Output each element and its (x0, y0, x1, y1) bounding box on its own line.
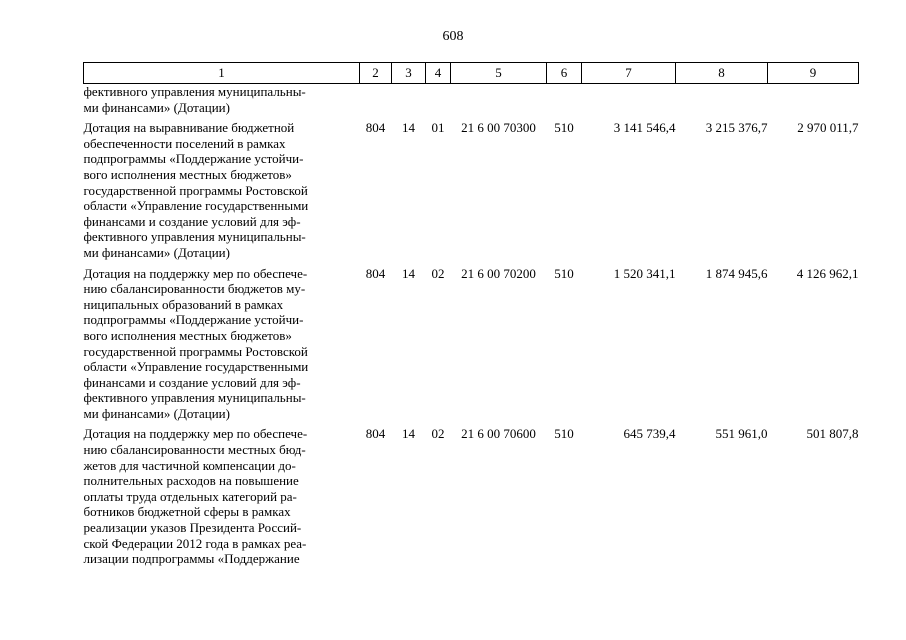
description-line: финансами и создание условий для эф- (83, 213, 301, 229)
header-row (84, 63, 859, 84)
row-description (84, 421, 360, 566)
cell-amount-col8: 1 874 945,6 (705, 265, 768, 281)
description-line: реализации указов Президента Россий- (83, 520, 302, 536)
column-header-7: 7 (582, 63, 676, 84)
description-line: лизации подпрограммы «Поддержание (83, 551, 300, 567)
column-header-2: 2 (360, 63, 392, 84)
cell-amount-col7: 3 141 546,4 (613, 120, 676, 136)
description-line: вого исполнения местных бюджетов» (83, 327, 292, 343)
description-line: подпрограммы «Поддержание устойчи- (83, 312, 304, 328)
table-row (84, 84, 859, 116)
cell-target-article (451, 84, 547, 116)
cell-expense-type (547, 84, 582, 116)
cell-amount-col9 (768, 84, 859, 116)
description-line: ми финансами» (Дотации) (83, 405, 230, 421)
description-line: фективного управления муниципальны- (83, 390, 306, 406)
description-line: нию сбалансированности бюджетов му- (83, 281, 306, 297)
cell-target-article: 21 6 00 70200 (461, 265, 536, 281)
cell-target-article: 21 6 00 70600 (461, 426, 536, 442)
row-description (84, 84, 360, 116)
cell-admin-code: 804 (365, 120, 386, 136)
cell-expense-type: 510 (554, 265, 574, 281)
description-line: фективного управления муниципальны- (83, 84, 306, 99)
description-line: ботников бюджетной сферы в рамках (83, 504, 291, 520)
description-line: Дотация на поддержку мер по обеспече- (83, 426, 308, 442)
row-description (84, 261, 360, 422)
row-description (84, 115, 360, 260)
cell-amount-col8 (676, 84, 768, 116)
description-line: оплаты труда отдельных категорий ра- (83, 488, 297, 504)
column-header-3: 3 (392, 63, 426, 84)
description-line: ми финансами» (Дотации) (83, 244, 230, 260)
cell-section: 14 (402, 120, 415, 136)
cell-subsection: 02 (431, 426, 445, 442)
cell-amount-col9: 501 807,8 (806, 426, 859, 442)
table-body (84, 84, 859, 567)
description-line: государственной программы Ростовской (83, 182, 308, 198)
description-line: финансами и создание условий для эф- (83, 374, 301, 390)
description-line: области «Управление государственными (83, 198, 309, 214)
table-row (84, 421, 859, 566)
description-line: фективного управления муниципальны- (83, 229, 306, 245)
description-line: полнительных расходов на повышение (83, 473, 299, 489)
column-header-6: 6 (547, 63, 582, 84)
column-header-5: 5 (451, 63, 547, 84)
cell-section: 14 (402, 265, 415, 281)
description-line: ской Федерации 2012 года в рамках реа- (83, 535, 307, 551)
cell-subsection (426, 84, 451, 116)
description-line: Дотация на выравнивание бюджетной (83, 120, 295, 136)
cell-expense-type: 510 (554, 120, 574, 136)
column-header-8: 8 (676, 63, 768, 84)
description-line: нию сбалансированности местных бюд- (83, 442, 306, 458)
cell-amount-col7: 1 520 341,1 (613, 265, 676, 281)
column-header-1: 1 (84, 63, 360, 84)
cell-amount-col8: 551 961,0 (715, 426, 768, 442)
description-line: вого исполнения местных бюджетов» (83, 166, 292, 182)
cell-amount-col7 (582, 84, 676, 116)
description-line: обеспеченности поселений в рамках (83, 135, 286, 151)
description-line: жетов для частичной компенсации до- (83, 457, 296, 473)
cell-subsection: 01 (431, 120, 445, 136)
cell-expense-type: 510 (554, 426, 574, 442)
table-row (84, 115, 859, 260)
column-header-9: 9 (768, 63, 859, 84)
column-header-4: 4 (426, 63, 451, 84)
cell-amount-col9: 4 126 962,1 (796, 265, 859, 281)
cell-subsection: 02 (431, 265, 445, 281)
description-line: Дотация на поддержку мер по обеспече- (83, 265, 308, 281)
description-line: государственной программы Ростовской (83, 343, 308, 359)
cell-admin-code (360, 84, 392, 116)
cell-admin-code: 804 (365, 265, 386, 281)
table-header (84, 63, 859, 84)
cell-target-article: 21 6 00 70300 (461, 120, 536, 136)
page-number: 608 (442, 29, 464, 44)
cell-amount-col7: 645 739,4 (623, 426, 676, 442)
cell-amount-col9: 2 970 011,7 (797, 120, 859, 136)
cell-section (392, 84, 426, 116)
table-row (84, 261, 859, 422)
budget-table (83, 62, 859, 567)
description-line: области «Управление государственными (83, 359, 309, 375)
description-line: ниципальных образований в рамках (83, 296, 284, 312)
cell-amount-col8: 3 215 376,7 (705, 120, 768, 136)
description-line: подпрограммы «Поддержание устойчи- (83, 151, 304, 167)
cell-admin-code: 804 (365, 426, 386, 442)
cell-section: 14 (402, 426, 415, 442)
description-line: ми финансами» (Дотации) (83, 99, 230, 115)
